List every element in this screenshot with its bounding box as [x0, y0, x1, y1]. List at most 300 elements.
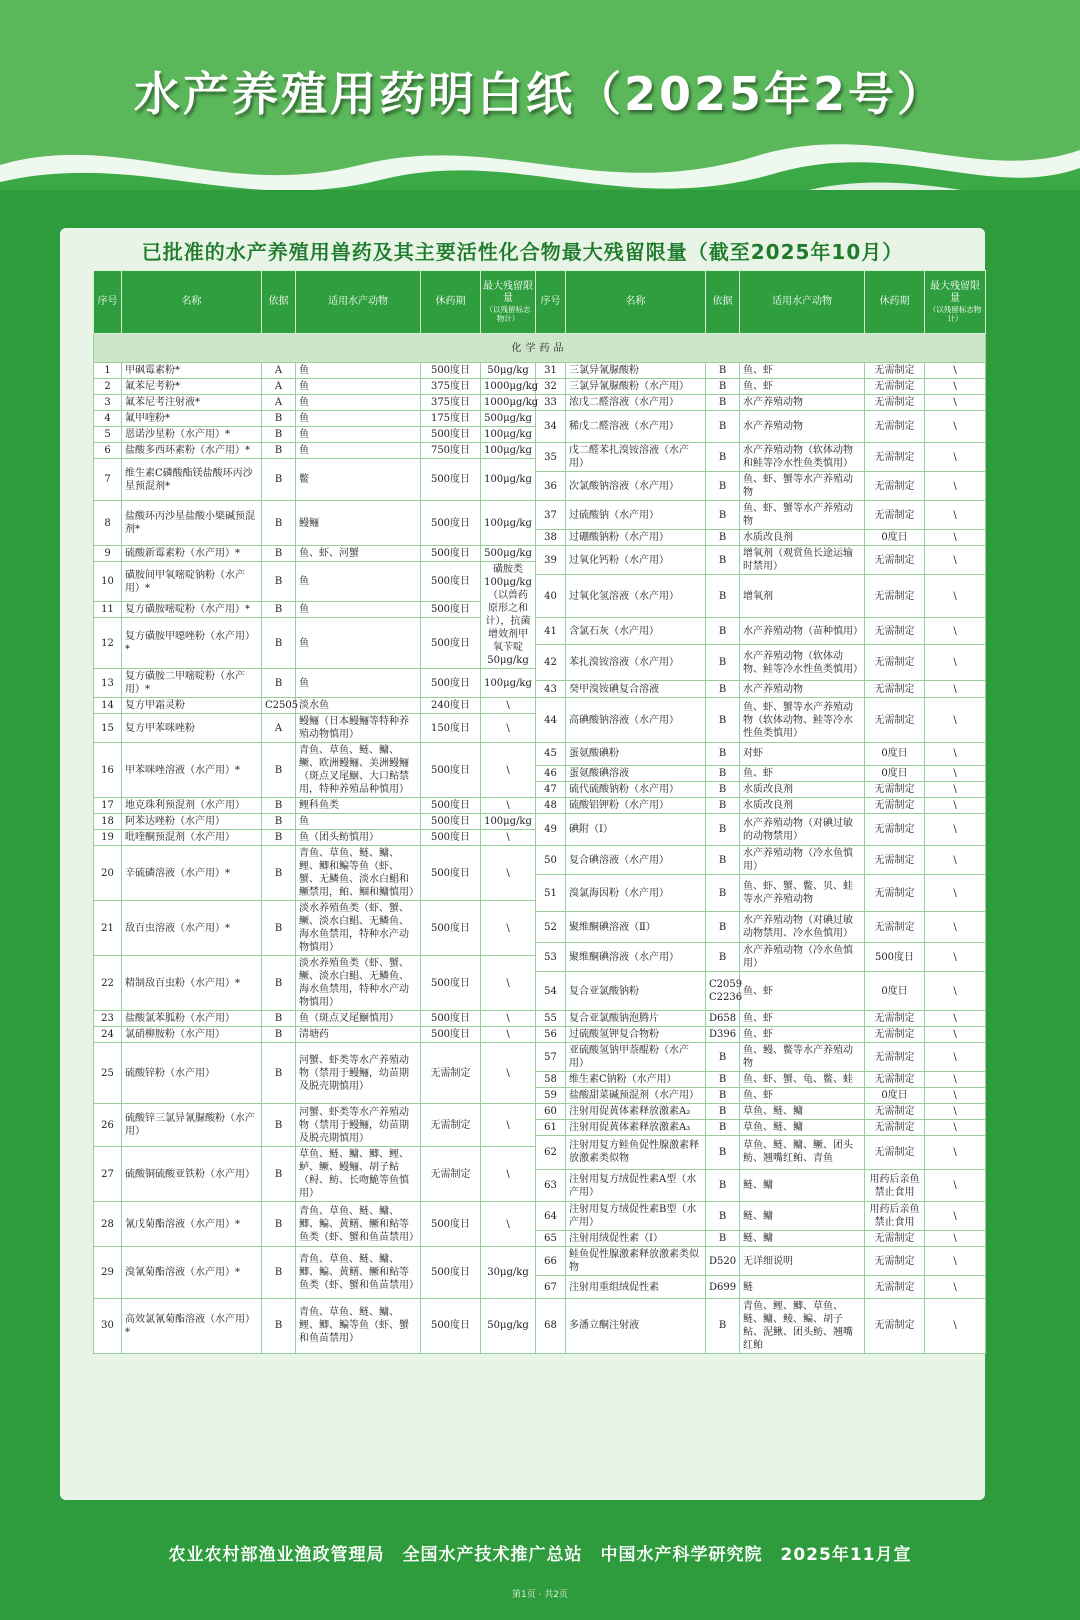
drug-name: 复方磺胺二甲嘧啶粉（水产用）*	[122, 669, 262, 698]
applicable-animals: 鲢、鳙	[740, 1231, 865, 1247]
withdrawal-period: 无需制定	[865, 681, 925, 698]
basis: A	[262, 379, 296, 395]
withdrawal-period: 无需制定	[865, 472, 925, 501]
max-residue-limit: \	[925, 618, 986, 645]
basis: B	[706, 1231, 740, 1247]
drug-name: 聚维酮碘溶液（水产用）	[566, 943, 706, 972]
row-number: 13	[94, 669, 122, 698]
applicable-animals: 草鱼、鲢、鳙、鲫、鲤、鲈、鳜、鳗鲡、胡子鲇（鲟、鲂、长吻鮠等鱼慎用）	[296, 1147, 421, 1202]
header-name: 名称	[122, 271, 262, 334]
applicable-animals: 鱼、虾	[740, 972, 865, 1011]
max-residue-limit: \	[481, 1043, 536, 1104]
max-residue-limit: \	[925, 379, 986, 395]
drug-name: 过硫酸氢钾复合物粉	[566, 1027, 706, 1043]
table-row	[94, 743, 986, 754]
applicable-animals: 鱼（团头鲂慎用）	[296, 830, 421, 846]
drug-name: 注射用重组绒促性素	[566, 1276, 706, 1299]
drug-name: 浓戊二醛溶液（水产用）	[566, 395, 706, 411]
row-number: 47	[536, 781, 566, 797]
applicable-animals: 青鱼、鲤、鲫、草鱼、鲢、鳙、鲮、鳊、胡子鲇、泥鳅、团头鲂、翘嘴红鲌	[740, 1298, 865, 1353]
basis: B	[262, 411, 296, 427]
max-residue-limit: \	[925, 698, 986, 743]
basis: B	[262, 1027, 296, 1043]
max-residue-limit: \	[925, 1104, 986, 1120]
basis: B	[706, 875, 740, 912]
row-number: 2	[94, 379, 122, 395]
basis: B	[706, 530, 740, 546]
max-residue-limit: \	[925, 395, 986, 411]
drug-name: 硫代硫酸钠粉（水产用）	[566, 781, 706, 797]
applicable-animals: 水产养殖动物	[740, 681, 865, 698]
table-row	[94, 814, 986, 830]
header-mrl-label: 最大残留限量	[930, 281, 980, 304]
drug-name: 氯硝柳胺粉（水产用）	[122, 1027, 262, 1043]
withdrawal-period: 0度日	[865, 743, 925, 766]
row-number: 59	[536, 1088, 566, 1104]
applicable-animals: 清塘药	[296, 1027, 421, 1043]
max-residue-limit: \	[925, 575, 986, 618]
drug-name: 甲砜霉素粉*	[122, 363, 262, 379]
drug-name: 癸甲溴铵碘复合溶液	[566, 681, 706, 698]
applicable-animals: 淡水养殖鱼类（虾、蟹、鳜、淡水白鲳、无鳞鱼、海水鱼禁用，特种水产动物慎用）	[296, 901, 421, 956]
basis: B	[706, 1088, 740, 1104]
basis: A	[262, 363, 296, 379]
header-mrl	[481, 271, 536, 334]
basis: B	[706, 1104, 740, 1120]
page-number: 第1页 · 共2页	[511, 1590, 569, 1600]
applicable-animals: 鱼（斑点叉尾鮰慎用）	[296, 1011, 421, 1027]
basis: B	[262, 743, 296, 798]
header-mrl-note: （以残留标志物计）	[928, 305, 982, 323]
applicable-animals: 青鱼、草鱼、鲢、鳙、鲤、鲫和鳊等鱼（虾、蟹、无鳞鱼、淡水白鲳和鳜禁用，鲌、鲴和鳙慎用）	[296, 846, 421, 901]
table-row	[94, 395, 986, 411]
withdrawal-period: 500度日	[421, 901, 481, 956]
applicable-animals: 增氧剂（观赏鱼长途运输时禁用）	[740, 546, 865, 575]
basis: B	[706, 1136, 740, 1170]
applicable-animals: 水产养殖动物（对碘过敏的动物禁用）	[740, 814, 865, 846]
section-label: 化学药品	[94, 334, 986, 363]
applicable-animals: 鱼	[296, 379, 421, 395]
withdrawal-period: 240度日	[421, 698, 481, 714]
row-number: 29	[94, 1247, 122, 1299]
max-residue-limit: \	[925, 765, 986, 781]
row-number: 22	[94, 956, 122, 1011]
withdrawal-period: 无需制定	[865, 846, 925, 875]
withdrawal-period: 500度日	[421, 363, 481, 379]
drug-name: 过氧化氢溶液（水产用）	[566, 575, 706, 618]
drug-name: 聚维酮碘溶液（Ⅱ）	[566, 912, 706, 943]
withdrawal-period: 无需制定	[865, 781, 925, 797]
drug-name: 精制敌百虫粉（水产用）*	[122, 956, 262, 1011]
table-row	[94, 618, 986, 645]
row-number: 28	[94, 1202, 122, 1247]
basis: B	[262, 901, 296, 956]
drug-name: 高碘酸钠溶液（水产用）	[566, 698, 706, 743]
max-residue-limit: 30μg/kg	[481, 1247, 536, 1299]
basis: B	[262, 830, 296, 846]
row-number: 24	[94, 1027, 122, 1043]
drug-name: 甲苯咪唑溶液（水产用）*	[122, 743, 262, 798]
drug-table	[93, 270, 986, 1354]
withdrawal-period: 无需制定	[865, 1276, 925, 1299]
drug-name: 氟苯尼考注射液*	[122, 395, 262, 411]
max-residue-limit: \	[925, 1120, 986, 1136]
applicable-animals: 水质改良剂	[740, 530, 865, 546]
row-number: 64	[536, 1202, 566, 1231]
basis: B	[706, 575, 740, 618]
row-number: 25	[94, 1043, 122, 1104]
withdrawal-period: 500度日	[421, 814, 481, 830]
header-animal: 适用水产动物	[296, 271, 421, 334]
withdrawal-period: 500度日	[421, 1011, 481, 1027]
applicable-animals: 淡水养殖鱼类（虾、蟹、鳜、淡水白鲳、无鳞鱼、海水鱼禁用，特种水产动物慎用）	[296, 956, 421, 1011]
applicable-animals: 河蟹、虾类等水产养殖动物（禁用于鳗鲡，幼苗期及脱壳期慎用）	[296, 1043, 421, 1104]
withdrawal-period: 500度日	[421, 1298, 481, 1353]
max-residue-limit: \	[925, 1298, 986, 1353]
applicable-animals: 水产养殖动物（冷水鱼慎用）	[740, 846, 865, 875]
drug-name: 硫酸铝钾粉（水产用）	[566, 798, 706, 814]
basis: B	[706, 681, 740, 698]
withdrawal-period: 500度日	[421, 798, 481, 814]
applicable-animals: 鱼	[296, 814, 421, 830]
row-number: 45	[536, 743, 566, 766]
row-number: 67	[536, 1276, 566, 1299]
applicable-animals: 鱼、虾	[740, 1011, 865, 1027]
row-number: 26	[94, 1104, 122, 1147]
row-number: 12	[94, 618, 122, 669]
header-withdrawal: 休药期	[421, 271, 481, 334]
withdrawal-period: 无需制定	[865, 798, 925, 814]
max-residue-limit: 100μg/kg	[481, 814, 536, 830]
applicable-animals: 鱼	[296, 562, 421, 602]
max-residue-limit: 100μg/kg	[481, 443, 536, 459]
applicable-animals: 鱼	[296, 618, 421, 669]
row-number: 5	[94, 427, 122, 443]
row-number: 55	[536, 1011, 566, 1027]
drug-name: 复合碘溶液（水产用）	[566, 846, 706, 875]
drug-name: 苯扎溴铵溶液（水产用）	[566, 645, 706, 681]
drug-name: 蛋氨酸碘粉	[566, 743, 706, 766]
applicable-animals: 鱼、虾	[740, 765, 865, 781]
max-residue-limit: 100μg/kg	[481, 427, 536, 443]
row-number: 19	[94, 830, 122, 846]
withdrawal-period: 500度日	[421, 830, 481, 846]
row-number: 53	[536, 943, 566, 972]
max-residue-limit: \	[925, 743, 986, 766]
drug-name: 高效氯氰菊酯溶液（水产用）*	[122, 1298, 262, 1353]
applicable-animals: 鱼、虾、河蟹	[296, 546, 421, 562]
applicable-animals: 鳖	[296, 459, 421, 501]
drug-name: 盐酸氯苯胍粉（水产用）	[122, 1011, 262, 1027]
max-residue-limit: \	[925, 972, 986, 1011]
header-mrl-label: 最大残留限量	[483, 281, 533, 304]
drug-name: 注射用复方绒促性素A型（水产用）	[566, 1169, 706, 1201]
row-number: 37	[536, 501, 566, 530]
row-number: 23	[94, 1011, 122, 1027]
max-residue-limit: \	[925, 875, 986, 912]
applicable-animals: 水质改良剂	[740, 798, 865, 814]
withdrawal-period: 无需制定	[865, 1104, 925, 1120]
row-number: 21	[94, 901, 122, 956]
row-number: 16	[94, 743, 122, 798]
withdrawal-period: 无需制定	[865, 575, 925, 618]
withdrawal-period: 无需制定	[865, 1136, 925, 1170]
drug-name: 盐酸环丙沙星盐酸小檗碱预混剂*	[122, 501, 262, 546]
applicable-animals: 河蟹、虾类等水产养殖动物（禁用于鳗鲡，幼苗期及脱壳期慎用）	[296, 1104, 421, 1147]
row-number: 31	[536, 363, 566, 379]
withdrawal-period: 375度日	[421, 379, 481, 395]
basis: B	[262, 501, 296, 546]
withdrawal-period: 500度日	[421, 501, 481, 546]
basis: B	[706, 1169, 740, 1201]
basis: B	[262, 846, 296, 901]
row-number: 58	[536, 1072, 566, 1088]
applicable-animals: 鱼	[296, 395, 421, 411]
row-number: 27	[94, 1147, 122, 1202]
drug-name: 磺胺间甲氧嘧啶钠粉（水产用）*	[122, 562, 262, 602]
withdrawal-period: 无需制定	[865, 546, 925, 575]
drug-name: 注射用绒促性素（Ⅰ）	[566, 1231, 706, 1247]
basis: B	[706, 1202, 740, 1231]
row-number: 33	[536, 395, 566, 411]
max-residue-limit: 磺胺类100μg/kg（以兽药原形之和计），抗菌增效剂甲氧苄啶50μg/kg	[481, 562, 536, 669]
table-row	[94, 546, 986, 562]
withdrawal-period: 无需制定	[865, 379, 925, 395]
basis: B	[706, 411, 740, 443]
applicable-animals: 水产养殖动物（冷水鱼慎用）	[740, 943, 865, 972]
basis: D699	[706, 1276, 740, 1299]
table-row	[94, 363, 986, 379]
withdrawal-period: 无需制定	[865, 698, 925, 743]
table-row	[94, 1043, 986, 1072]
withdrawal-period: 无需制定	[865, 1231, 925, 1247]
withdrawal-period: 175度日	[421, 411, 481, 427]
applicable-animals: 鱼、虾	[740, 1088, 865, 1104]
max-residue-limit: \	[925, 798, 986, 814]
max-residue-limit: \	[925, 1276, 986, 1299]
drug-name: 复合亚氯酸钠粉	[566, 972, 706, 1011]
max-residue-limit: 100μg/kg	[481, 669, 536, 698]
max-residue-limit: \	[925, 1027, 986, 1043]
max-residue-limit: \	[925, 1072, 986, 1088]
drug-name: 注射用促黄体素释放激素A₂	[566, 1104, 706, 1120]
max-residue-limit: \	[481, 846, 536, 901]
withdrawal-period: 无需制定	[865, 363, 925, 379]
row-number: 20	[94, 846, 122, 901]
max-residue-limit: \	[925, 443, 986, 472]
basis: B	[262, 546, 296, 562]
applicable-animals: 鱼、虾	[740, 1027, 865, 1043]
table-row	[94, 501, 986, 530]
drug-name: 硫酸铜硫酸亚铁粉（水产用）	[122, 1147, 262, 1202]
drug-name: 硫酸新霉素粉（水产用）*	[122, 546, 262, 562]
withdrawal-period: 500度日	[421, 459, 481, 501]
basis: D658	[706, 1011, 740, 1027]
withdrawal-period: 用药后亲鱼禁止食用	[865, 1202, 925, 1231]
applicable-animals: 鱼、虾、蟹等水产养殖动物	[740, 472, 865, 501]
applicable-animals: 增氧剂	[740, 575, 865, 618]
basis: B	[262, 618, 296, 669]
drug-name: 地克珠利预混剂（水产用）	[122, 798, 262, 814]
header-withdrawal: 休药期	[865, 271, 925, 334]
row-number: 35	[536, 443, 566, 472]
basis: B	[262, 956, 296, 1011]
max-residue-limit: 500μg/kg	[481, 546, 536, 562]
row-number: 10	[94, 562, 122, 602]
withdrawal-period: 无需制定	[865, 618, 925, 645]
withdrawal-period: 无需制定	[865, 443, 925, 472]
max-residue-limit: 50μg/kg	[481, 1298, 536, 1353]
applicable-animals: 水产养殖动物（苗种慎用）	[740, 618, 865, 645]
withdrawal-period: 500度日	[421, 956, 481, 1011]
drug-name: 溴氰菊酯溶液（水产用）*	[122, 1247, 262, 1299]
drug-name: 亚硫酸氢钠甲萘醌粉（水产用）	[566, 1043, 706, 1072]
table-row	[94, 1104, 986, 1120]
max-residue-limit: \	[481, 698, 536, 714]
max-residue-limit: \	[481, 830, 536, 846]
withdrawal-period: 无需制定	[865, 1247, 925, 1276]
drug-name: 氟苯尼考粉*	[122, 379, 262, 395]
applicable-animals: 鱼、虾、蟹、鳖、贝、蛙等水产养殖动物	[740, 875, 865, 912]
header-animal: 适用水产动物	[740, 271, 865, 334]
table-row	[94, 379, 986, 395]
applicable-animals: 鱼	[296, 427, 421, 443]
drug-name: 过氧化钙粉（水产用）	[566, 546, 706, 575]
max-residue-limit: 100μg/kg	[481, 459, 536, 501]
withdrawal-period: 无需制定	[865, 875, 925, 912]
row-number: 18	[94, 814, 122, 830]
basis: B	[262, 1011, 296, 1027]
applicable-animals: 鲢、鳙	[740, 1169, 865, 1201]
max-residue-limit: 100μg/kg	[481, 501, 536, 546]
withdrawal-period: 750度日	[421, 443, 481, 459]
drug-name: 硫酸锌粉（水产用）	[122, 1043, 262, 1104]
drug-name: 过硼酸钠粉（水产用）	[566, 530, 706, 546]
basis: B	[262, 459, 296, 501]
row-number: 41	[536, 618, 566, 645]
row-number: 42	[536, 645, 566, 681]
drug-name: 敌百虫溶液（水产用）*	[122, 901, 262, 956]
row-number: 50	[536, 846, 566, 875]
applicable-animals: 水产养殖动物（软体动物、鲑等冷水性鱼类慎用）	[740, 645, 865, 681]
header-no: 序号	[536, 271, 566, 334]
basis: B	[706, 395, 740, 411]
basis: B	[706, 363, 740, 379]
row-number: 44	[536, 698, 566, 743]
drug-name: 维生素C磷酸酯镁盐酸环丙沙星预混剂*	[122, 459, 262, 501]
max-residue-limit: \	[925, 546, 986, 575]
table-row	[94, 1298, 986, 1316]
drug-name: 复方甲霜灵粉	[122, 698, 262, 714]
drug-name: 多潘立酮注射液	[566, 1298, 706, 1353]
drug-name: 复方磺胺嘧啶粉（水产用）*	[122, 602, 262, 618]
applicable-animals: 水产养殖动物（软体动物和鲑等冷水性鱼类慎用）	[740, 443, 865, 472]
row-number: 57	[536, 1043, 566, 1072]
table-header-row	[94, 271, 986, 334]
basis: B	[706, 618, 740, 645]
row-number: 14	[94, 698, 122, 714]
row-number: 38	[536, 530, 566, 546]
header-name: 名称	[566, 271, 706, 334]
basis: B	[262, 562, 296, 602]
table-row	[94, 698, 986, 714]
drug-name: 阿苯达唑粉（水产用）	[122, 814, 262, 830]
applicable-animals: 水产养殖动物	[740, 411, 865, 443]
max-residue-limit: \	[925, 363, 986, 379]
footer-publishers: 农业农村部渔业渔政管理局 全国水产技术推广总站 中国水产科学研究院 2025年11月宣	[168, 1545, 912, 1565]
max-residue-limit: \	[925, 645, 986, 681]
drug-name: 复方甲苯咪唑粉	[122, 714, 262, 743]
withdrawal-period: 500度日	[421, 743, 481, 798]
max-residue-limit: \	[481, 714, 536, 743]
drug-name: 鲑鱼促性腺激素释放激素类似物	[566, 1247, 706, 1276]
row-number: 36	[536, 472, 566, 501]
max-residue-limit: \	[925, 501, 986, 530]
table-title: 已批准的水产养殖用兽药及其主要活性化合物最大残留限量（截至2025年10月）	[141, 240, 904, 264]
basis: B	[262, 1147, 296, 1202]
row-number: 52	[536, 912, 566, 943]
basis: B	[706, 943, 740, 972]
drug-name: 注射用促黄体素释放激素A₃	[566, 1120, 706, 1136]
basis: B	[706, 1072, 740, 1088]
withdrawal-period: 无需制定	[865, 1043, 925, 1072]
drug-name: 氰戊菊酯溶液（水产用）*	[122, 1202, 262, 1247]
row-number: 51	[536, 875, 566, 912]
basis: B	[706, 645, 740, 681]
max-residue-limit: \	[481, 1104, 536, 1147]
row-number: 61	[536, 1120, 566, 1136]
basis: B	[706, 765, 740, 781]
applicable-animals: 青鱼、草鱼、鲢、鳙、鲤、鲫、鳊等鱼（虾、蟹和鱼苗禁用）	[296, 1298, 421, 1353]
max-residue-limit: \	[481, 1147, 536, 1202]
header-mrl	[925, 271, 986, 334]
withdrawal-period: 无需制定	[865, 1027, 925, 1043]
basis: B	[706, 379, 740, 395]
basis: B	[706, 501, 740, 530]
applicable-animals: 水产养殖动物（对碘过敏动物禁用、冷水鱼慎用）	[740, 912, 865, 943]
max-residue-limit: \	[481, 956, 536, 1011]
max-residue-limit: 500μg/kg	[481, 411, 536, 427]
withdrawal-period: 无需制定	[865, 912, 925, 943]
drug-name: 盐酸甜菜碱预混剂（水产用）	[566, 1088, 706, 1104]
withdrawal-period: 500度日	[421, 1202, 481, 1247]
withdrawal-period: 无需制定	[421, 1104, 481, 1147]
withdrawal-period: 500度日	[421, 546, 481, 562]
row-number: 32	[536, 379, 566, 395]
max-residue-limit: \	[925, 781, 986, 797]
row-number: 48	[536, 798, 566, 814]
applicable-animals: 草鱼、鲢、鳙	[740, 1120, 865, 1136]
basis: B	[706, 698, 740, 743]
applicable-animals: 鳗鲡（日本鳗鲡等特种养殖动物慎用）	[296, 714, 421, 743]
applicable-animals: 鱼	[296, 669, 421, 698]
max-residue-limit: \	[925, 681, 986, 698]
basis: B	[262, 1043, 296, 1104]
applicable-animals: 水产养殖动物	[740, 395, 865, 411]
withdrawal-period: 0度日	[865, 765, 925, 781]
withdrawal-period: 0度日	[865, 1088, 925, 1104]
applicable-animals: 鲢	[740, 1276, 865, 1299]
drug-name: 含氯石灰（水产用）	[566, 618, 706, 645]
max-residue-limit: \	[925, 472, 986, 501]
basis: A	[262, 395, 296, 411]
header-mrl-note: （以残留标志物计）	[485, 305, 531, 323]
applicable-animals: 无详细说明	[740, 1247, 865, 1276]
table-row	[94, 443, 986, 459]
drug-name: 溴氯海因粉（水产用）	[566, 875, 706, 912]
max-residue-limit: \	[481, 1027, 536, 1043]
drug-name: 蛋氨酸碘溶液	[566, 765, 706, 781]
